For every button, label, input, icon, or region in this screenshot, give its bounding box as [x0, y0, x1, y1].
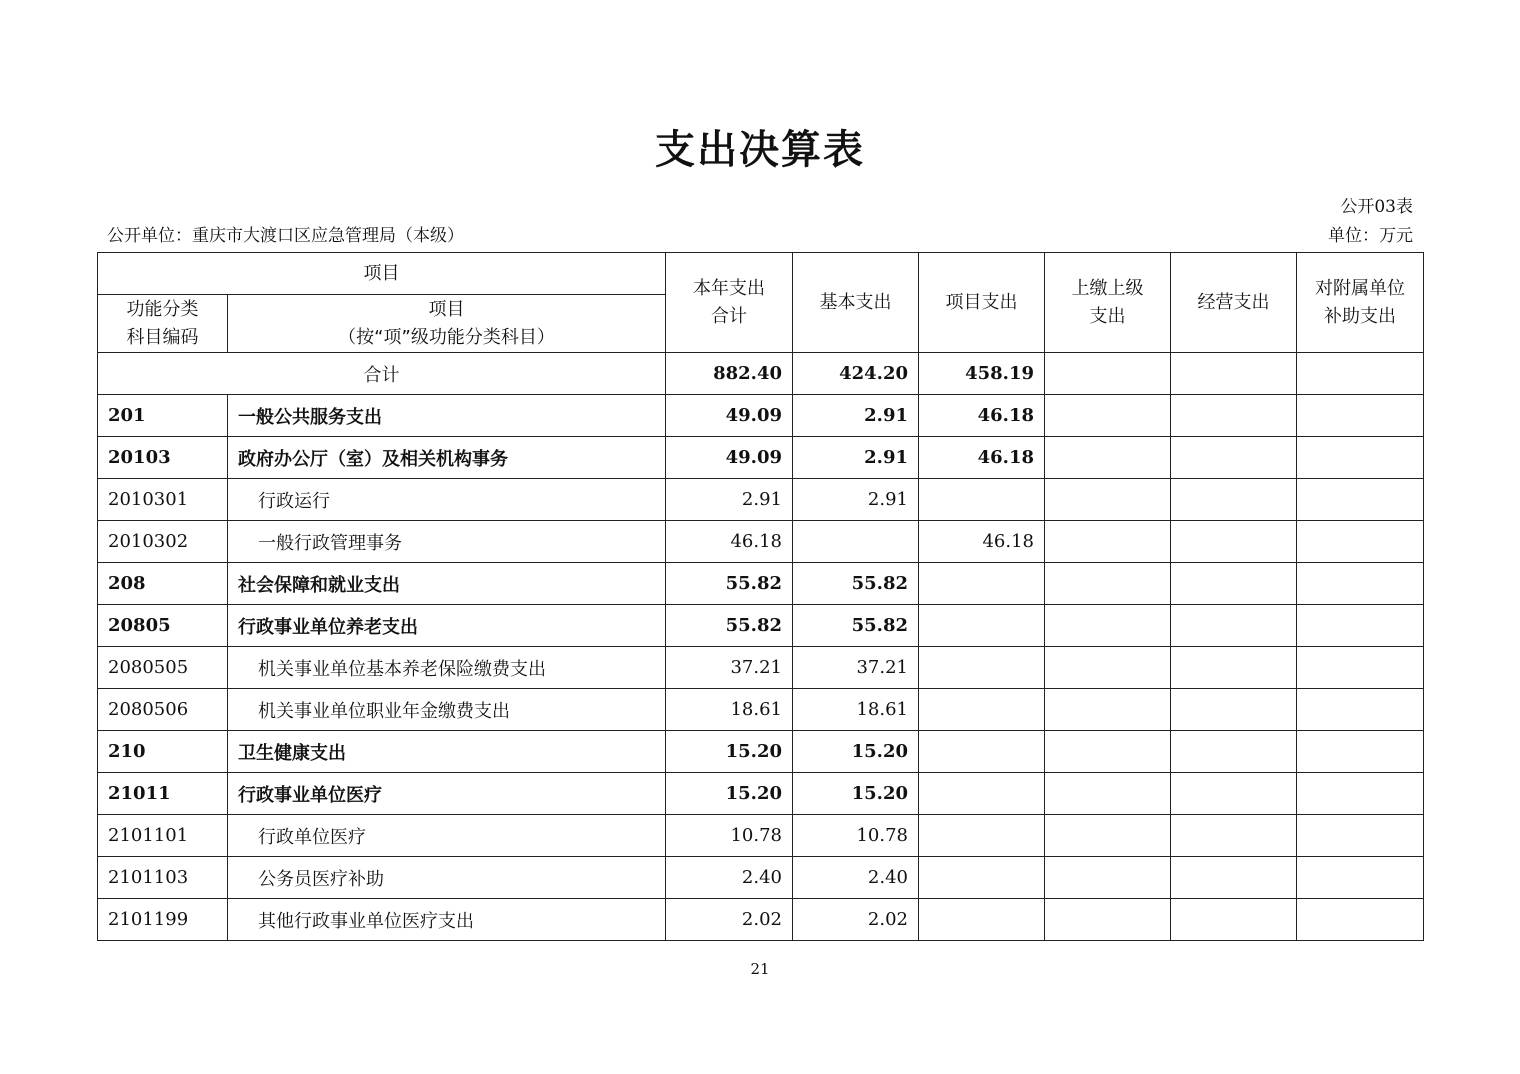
row-business	[1171, 605, 1297, 647]
row-remit	[1045, 731, 1171, 773]
row-basic	[793, 521, 919, 563]
row-business	[1171, 773, 1297, 815]
row-total: 15.20	[666, 731, 793, 773]
row-project	[919, 815, 1045, 857]
header-name: 项目 （按“项”级功能分类科目）	[228, 295, 666, 353]
table-row	[98, 773, 1424, 815]
total-business	[1171, 353, 1297, 395]
row-basic: 18.61	[793, 689, 919, 731]
row-code: 2101103	[98, 857, 228, 899]
row-project: 46.18	[919, 521, 1045, 563]
row-project	[919, 479, 1045, 521]
row-code: 2010301	[98, 479, 228, 521]
table-row	[98, 605, 1424, 647]
row-remit	[1045, 689, 1171, 731]
header-remit: 上缴上级 支出	[1045, 253, 1171, 353]
row-total: 46.18	[666, 521, 793, 563]
row-code: 208	[98, 563, 228, 605]
form-number: 公开03表	[1340, 197, 1413, 217]
header-item-group: 项目	[98, 253, 666, 295]
row-business	[1171, 563, 1297, 605]
row-name: 其他行政事业单位医疗支出	[228, 899, 666, 941]
row-basic: 2.91	[793, 479, 919, 521]
row-subsidy	[1297, 437, 1424, 479]
table-row	[98, 857, 1424, 899]
row-name: 一般行政管理事务	[228, 521, 666, 563]
row-total: 18.61	[666, 689, 793, 731]
row-business	[1171, 815, 1297, 857]
row-business	[1171, 899, 1297, 941]
row-basic: 15.20	[793, 731, 919, 773]
row-name: 行政运行	[228, 479, 666, 521]
header-code: 功能分类 科目编码	[98, 295, 228, 353]
row-code: 2080505	[98, 647, 228, 689]
row-business	[1171, 437, 1297, 479]
header-business: 经营支出	[1171, 253, 1297, 353]
table-row	[98, 899, 1424, 941]
row-subsidy	[1297, 899, 1424, 941]
row-subsidy	[1297, 731, 1424, 773]
row-code: 20805	[98, 605, 228, 647]
row-basic: 15.20	[793, 773, 919, 815]
row-name: 一般公共服务支出	[228, 395, 666, 437]
table-row	[98, 563, 1424, 605]
total-label: 合计	[98, 353, 666, 395]
table-row	[98, 395, 1424, 437]
row-subsidy	[1297, 395, 1424, 437]
row-code: 210	[98, 731, 228, 773]
row-basic: 55.82	[793, 605, 919, 647]
row-total: 15.20	[666, 773, 793, 815]
table-row	[98, 437, 1424, 479]
table-row	[98, 647, 1424, 689]
total-project: 458.19	[919, 353, 1045, 395]
row-code: 2080506	[98, 689, 228, 731]
row-subsidy	[1297, 689, 1424, 731]
row-basic: 2.02	[793, 899, 919, 941]
row-subsidy	[1297, 815, 1424, 857]
row-remit	[1045, 605, 1171, 647]
row-remit	[1045, 815, 1171, 857]
row-name: 卫生健康支出	[228, 731, 666, 773]
row-basic: 2.91	[793, 437, 919, 479]
row-business	[1171, 689, 1297, 731]
row-total: 2.02	[666, 899, 793, 941]
row-project	[919, 689, 1045, 731]
row-remit	[1045, 563, 1171, 605]
row-subsidy	[1297, 647, 1424, 689]
row-remit	[1045, 773, 1171, 815]
table-row	[98, 731, 1424, 773]
row-remit	[1045, 899, 1171, 941]
total-value: 882.40	[666, 353, 793, 395]
row-total: 55.82	[666, 605, 793, 647]
header-subsidy: 对附属单位 补助支出	[1297, 253, 1424, 353]
row-basic: 2.91	[793, 395, 919, 437]
row-code: 2101101	[98, 815, 228, 857]
row-remit	[1045, 437, 1171, 479]
row-business	[1171, 479, 1297, 521]
row-project	[919, 605, 1045, 647]
header-project: 项目支出	[919, 253, 1045, 353]
row-total: 49.09	[666, 437, 793, 479]
reporting-unit: 公开单位：重庆市大渡口区应急管理局（本级）	[107, 226, 464, 246]
row-name: 机关事业单位职业年金缴费支出	[228, 689, 666, 731]
row-basic: 2.40	[793, 857, 919, 899]
total-row	[98, 353, 1424, 395]
row-code: 2010302	[98, 521, 228, 563]
row-total: 55.82	[666, 563, 793, 605]
row-project	[919, 563, 1045, 605]
row-name: 机关事业单位基本养老保险缴费支出	[228, 647, 666, 689]
row-total: 2.91	[666, 479, 793, 521]
row-business	[1171, 647, 1297, 689]
row-basic: 37.21	[793, 647, 919, 689]
header-basic: 基本支出	[793, 253, 919, 353]
row-remit	[1045, 395, 1171, 437]
row-project: 46.18	[919, 437, 1045, 479]
row-subsidy	[1297, 857, 1424, 899]
row-project	[919, 773, 1045, 815]
row-name: 行政事业单位养老支出	[228, 605, 666, 647]
row-subsidy	[1297, 773, 1424, 815]
row-business	[1171, 731, 1297, 773]
row-basic: 55.82	[793, 563, 919, 605]
row-remit	[1045, 479, 1171, 521]
row-project	[919, 647, 1045, 689]
row-subsidy	[1297, 521, 1424, 563]
row-project	[919, 857, 1045, 899]
row-subsidy	[1297, 605, 1424, 647]
table-row	[98, 689, 1424, 731]
page-number: 21	[750, 960, 770, 978]
row-name: 行政单位医疗	[228, 815, 666, 857]
table-row	[98, 521, 1424, 563]
row-business	[1171, 395, 1297, 437]
total-basic: 424.20	[793, 353, 919, 395]
header-total: 本年支出 合计	[666, 253, 793, 353]
row-remit	[1045, 857, 1171, 899]
table-row	[98, 479, 1424, 521]
row-total: 2.40	[666, 857, 793, 899]
row-total: 37.21	[666, 647, 793, 689]
currency-unit: 单位：万元	[1328, 226, 1413, 246]
expenditure-table	[97, 252, 1424, 941]
row-total: 10.78	[666, 815, 793, 857]
row-project: 46.18	[919, 395, 1045, 437]
row-remit	[1045, 647, 1171, 689]
table-row	[98, 815, 1424, 857]
total-remit	[1045, 353, 1171, 395]
row-business	[1171, 857, 1297, 899]
row-total: 49.09	[666, 395, 793, 437]
total-subsidy	[1297, 353, 1424, 395]
row-code: 2101199	[98, 899, 228, 941]
row-project	[919, 899, 1045, 941]
row-subsidy	[1297, 479, 1424, 521]
row-code: 20103	[98, 437, 228, 479]
row-name: 社会保障和就业支出	[228, 563, 666, 605]
row-business	[1171, 521, 1297, 563]
row-name: 行政事业单位医疗	[228, 773, 666, 815]
row-remit	[1045, 521, 1171, 563]
row-name: 公务员医疗补助	[228, 857, 666, 899]
page-title: 支出决算表	[655, 127, 865, 173]
row-name: 政府办公厅（室）及相关机构事务	[228, 437, 666, 479]
row-code: 21011	[98, 773, 228, 815]
row-project	[919, 731, 1045, 773]
row-basic: 10.78	[793, 815, 919, 857]
row-subsidy	[1297, 563, 1424, 605]
row-code: 201	[98, 395, 228, 437]
